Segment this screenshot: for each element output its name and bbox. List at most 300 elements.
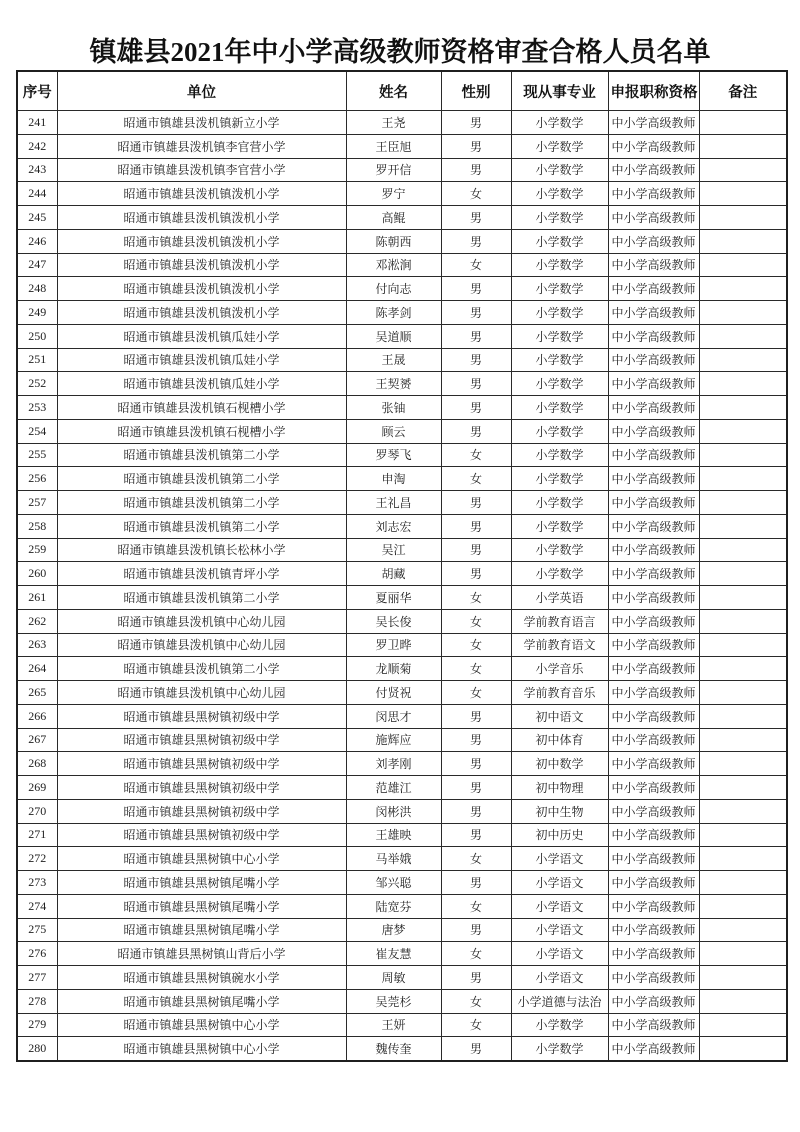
table-row bbox=[17, 633, 787, 657]
cell-serial-number: 274 bbox=[17, 894, 57, 918]
cell-gender: 女 bbox=[441, 942, 511, 966]
table-row bbox=[17, 586, 787, 610]
cell-unit: 昭通市镇雄县泼机镇青坪小学 bbox=[57, 562, 346, 586]
column-header: 序号 bbox=[17, 71, 57, 111]
cell-remarks bbox=[699, 372, 787, 396]
cell-unit: 昭通市镇雄县黑树镇山背后小学 bbox=[57, 942, 346, 966]
table-row bbox=[17, 491, 787, 515]
table-row bbox=[17, 443, 787, 467]
cell-serial-number: 269 bbox=[17, 776, 57, 800]
cell-name: 夏丽华 bbox=[346, 586, 441, 610]
cell-remarks bbox=[699, 538, 787, 562]
cell-unit: 昭通市镇雄县泼机镇李官营小学 bbox=[57, 158, 346, 182]
cell-major: 小学语文 bbox=[511, 918, 608, 942]
cell-declared-title: 中小学高级教师 bbox=[608, 847, 699, 871]
table-row bbox=[17, 277, 787, 301]
cell-gender: 男 bbox=[441, 776, 511, 800]
table-body bbox=[17, 111, 787, 1062]
cell-name: 吴道顺 bbox=[346, 324, 441, 348]
table-row bbox=[17, 894, 787, 918]
cell-gender: 女 bbox=[441, 253, 511, 277]
cell-declared-title: 中小学高级教师 bbox=[608, 253, 699, 277]
cell-major: 小学数学 bbox=[511, 419, 608, 443]
cell-remarks bbox=[699, 229, 787, 253]
cell-serial-number: 272 bbox=[17, 847, 57, 871]
cell-serial-number: 276 bbox=[17, 942, 57, 966]
cell-serial-number: 259 bbox=[17, 538, 57, 562]
cell-serial-number: 258 bbox=[17, 514, 57, 538]
cell-gender: 男 bbox=[441, 514, 511, 538]
cell-declared-title: 中小学高级教师 bbox=[608, 372, 699, 396]
page-title: 镇雄县2021年中小学高级教师资格审查合格人员名单 bbox=[89, 37, 711, 67]
cell-unit: 昭通市镇雄县泼机镇泼机小学 bbox=[57, 229, 346, 253]
cell-name: 王晟 bbox=[346, 348, 441, 372]
cell-gender: 男 bbox=[441, 396, 511, 420]
table-row bbox=[17, 158, 787, 182]
cell-declared-title: 中小学高级教师 bbox=[608, 491, 699, 515]
cell-unit: 昭通市镇雄县泼机镇泼机小学 bbox=[57, 301, 346, 325]
cell-serial-number: 267 bbox=[17, 728, 57, 752]
cell-major: 初中语文 bbox=[511, 704, 608, 728]
cell-name: 吴江 bbox=[346, 538, 441, 562]
cell-major: 小学数学 bbox=[511, 1037, 608, 1061]
cell-name: 陆宽芬 bbox=[346, 894, 441, 918]
cell-remarks bbox=[699, 396, 787, 420]
cell-remarks bbox=[699, 657, 787, 681]
cell-serial-number: 248 bbox=[17, 277, 57, 301]
cell-declared-title: 中小学高级教师 bbox=[608, 229, 699, 253]
cell-gender: 女 bbox=[441, 586, 511, 610]
cell-unit: 昭通市镇雄县黑树镇初级中学 bbox=[57, 776, 346, 800]
cell-gender: 女 bbox=[441, 894, 511, 918]
cell-declared-title: 中小学高级教师 bbox=[608, 301, 699, 325]
cell-gender: 女 bbox=[441, 681, 511, 705]
cell-major: 小学数学 bbox=[511, 372, 608, 396]
cell-serial-number: 260 bbox=[17, 562, 57, 586]
cell-major: 初中历史 bbox=[511, 823, 608, 847]
cell-name: 崔友慧 bbox=[346, 942, 441, 966]
column-header: 性别 bbox=[441, 71, 511, 111]
cell-remarks bbox=[699, 776, 787, 800]
table-row bbox=[17, 301, 787, 325]
cell-gender: 男 bbox=[441, 966, 511, 990]
table-header-row bbox=[17, 71, 787, 111]
table-row bbox=[17, 372, 787, 396]
cell-unit: 昭通市镇雄县黑树镇初级中学 bbox=[57, 704, 346, 728]
cell-gender: 女 bbox=[441, 633, 511, 657]
cell-gender: 男 bbox=[441, 111, 511, 135]
cell-unit: 昭通市镇雄县泼机镇泼机小学 bbox=[57, 253, 346, 277]
table-row bbox=[17, 609, 787, 633]
cell-remarks bbox=[699, 942, 787, 966]
cell-major: 学前教育语文 bbox=[511, 633, 608, 657]
cell-declared-title: 中小学高级教师 bbox=[608, 966, 699, 990]
cell-name: 范雄江 bbox=[346, 776, 441, 800]
cell-name: 高鲲 bbox=[346, 206, 441, 230]
cell-name: 唐梦 bbox=[346, 918, 441, 942]
cell-serial-number: 278 bbox=[17, 989, 57, 1013]
cell-unit: 昭通市镇雄县黑树镇初级中学 bbox=[57, 823, 346, 847]
cell-major: 学前教育语言 bbox=[511, 609, 608, 633]
cell-unit: 昭通市镇雄县泼机镇第二小学 bbox=[57, 491, 346, 515]
cell-serial-number: 266 bbox=[17, 704, 57, 728]
cell-gender: 男 bbox=[441, 372, 511, 396]
cell-remarks bbox=[699, 989, 787, 1013]
table-row bbox=[17, 989, 787, 1013]
cell-major: 小学语文 bbox=[511, 871, 608, 895]
table-row bbox=[17, 704, 787, 728]
table-row bbox=[17, 514, 787, 538]
column-header: 单位 bbox=[57, 71, 346, 111]
cell-declared-title: 中小学高级教师 bbox=[608, 799, 699, 823]
cell-major: 小学数学 bbox=[511, 491, 608, 515]
cell-gender: 男 bbox=[441, 799, 511, 823]
cell-serial-number: 280 bbox=[17, 1037, 57, 1061]
cell-serial-number: 263 bbox=[17, 633, 57, 657]
cell-declared-title: 中小学高级教师 bbox=[608, 894, 699, 918]
cell-major: 小学数学 bbox=[511, 1013, 608, 1037]
cell-name: 付向志 bbox=[346, 277, 441, 301]
cell-major: 初中体育 bbox=[511, 728, 608, 752]
cell-name: 王尧 bbox=[346, 111, 441, 135]
cell-serial-number: 279 bbox=[17, 1013, 57, 1037]
cell-remarks bbox=[699, 704, 787, 728]
cell-major: 小学数学 bbox=[511, 134, 608, 158]
cell-gender: 男 bbox=[441, 538, 511, 562]
cell-gender: 女 bbox=[441, 609, 511, 633]
cell-gender: 男 bbox=[441, 491, 511, 515]
cell-declared-title: 中小学高级教师 bbox=[608, 1013, 699, 1037]
cell-major: 小学英语 bbox=[511, 586, 608, 610]
cell-unit: 昭通市镇雄县泼机镇中心幼儿园 bbox=[57, 681, 346, 705]
cell-unit: 昭通市镇雄县泼机镇李官营小学 bbox=[57, 134, 346, 158]
cell-major: 小学语文 bbox=[511, 942, 608, 966]
cell-gender: 男 bbox=[441, 871, 511, 895]
cell-unit: 昭通市镇雄县黑树镇初级中学 bbox=[57, 799, 346, 823]
table-row bbox=[17, 1037, 787, 1061]
table-row bbox=[17, 562, 787, 586]
cell-remarks bbox=[699, 491, 787, 515]
table-header bbox=[17, 71, 787, 111]
cell-name: 王妍 bbox=[346, 1013, 441, 1037]
cell-name: 罗开信 bbox=[346, 158, 441, 182]
table-row bbox=[17, 823, 787, 847]
table-row bbox=[17, 419, 787, 443]
cell-remarks bbox=[699, 253, 787, 277]
cell-serial-number: 249 bbox=[17, 301, 57, 325]
table-row bbox=[17, 538, 787, 562]
cell-remarks bbox=[699, 609, 787, 633]
cell-remarks bbox=[699, 301, 787, 325]
cell-unit: 昭通市镇雄县黑树镇尾嘴小学 bbox=[57, 989, 346, 1013]
cell-remarks bbox=[699, 847, 787, 871]
cell-gender: 男 bbox=[441, 277, 511, 301]
cell-remarks bbox=[699, 467, 787, 491]
cell-name: 陈孝剑 bbox=[346, 301, 441, 325]
cell-declared-title: 中小学高级教师 bbox=[608, 443, 699, 467]
cell-name: 邓淞涧 bbox=[346, 253, 441, 277]
cell-serial-number: 255 bbox=[17, 443, 57, 467]
column-header: 姓名 bbox=[346, 71, 441, 111]
cell-serial-number: 252 bbox=[17, 372, 57, 396]
cell-serial-number: 244 bbox=[17, 182, 57, 206]
cell-serial-number: 265 bbox=[17, 681, 57, 705]
cell-declared-title: 中小学高级教师 bbox=[608, 776, 699, 800]
cell-serial-number: 261 bbox=[17, 586, 57, 610]
cell-declared-title: 中小学高级教师 bbox=[608, 657, 699, 681]
cell-name: 王臣旭 bbox=[346, 134, 441, 158]
table-row bbox=[17, 229, 787, 253]
cell-major: 小学数学 bbox=[511, 396, 608, 420]
cell-name: 王礼昌 bbox=[346, 491, 441, 515]
cell-name: 罗卫晔 bbox=[346, 633, 441, 657]
cell-unit: 昭通市镇雄县泼机镇中心幼儿园 bbox=[57, 633, 346, 657]
cell-declared-title: 中小学高级教师 bbox=[608, 467, 699, 491]
cell-major: 小学数学 bbox=[511, 514, 608, 538]
table-row bbox=[17, 657, 787, 681]
cell-unit: 昭通市镇雄县黑树镇尾嘴小学 bbox=[57, 871, 346, 895]
cell-remarks bbox=[699, 1013, 787, 1037]
cell-remarks bbox=[699, 752, 787, 776]
cell-unit: 昭通市镇雄县黑树镇初级中学 bbox=[57, 728, 346, 752]
cell-serial-number: 253 bbox=[17, 396, 57, 420]
cell-unit: 昭通市镇雄县泼机镇第二小学 bbox=[57, 467, 346, 491]
cell-declared-title: 中小学高级教师 bbox=[608, 324, 699, 348]
cell-name: 周敏 bbox=[346, 966, 441, 990]
cell-major: 小学数学 bbox=[511, 301, 608, 325]
cell-serial-number: 243 bbox=[17, 158, 57, 182]
cell-serial-number: 270 bbox=[17, 799, 57, 823]
table-row bbox=[17, 396, 787, 420]
cell-name: 陈朝西 bbox=[346, 229, 441, 253]
cell-remarks bbox=[699, 1037, 787, 1061]
cell-remarks bbox=[699, 158, 787, 182]
cell-remarks bbox=[699, 206, 787, 230]
cell-name: 刘孝刚 bbox=[346, 752, 441, 776]
cell-serial-number: 250 bbox=[17, 324, 57, 348]
cell-declared-title: 中小学高级教师 bbox=[608, 419, 699, 443]
cell-major: 初中物理 bbox=[511, 776, 608, 800]
cell-remarks bbox=[699, 277, 787, 301]
cell-unit: 昭通市镇雄县黑树镇中心小学 bbox=[57, 1013, 346, 1037]
cell-serial-number: 275 bbox=[17, 918, 57, 942]
cell-gender: 女 bbox=[441, 467, 511, 491]
cell-unit: 昭通市镇雄县泼机镇石枧槽小学 bbox=[57, 419, 346, 443]
table-row bbox=[17, 966, 787, 990]
cell-major: 初中数学 bbox=[511, 752, 608, 776]
cell-declared-title: 中小学高级教师 bbox=[608, 206, 699, 230]
cell-name: 胡藏 bbox=[346, 562, 441, 586]
cell-unit: 昭通市镇雄县黑树镇尾嘴小学 bbox=[57, 918, 346, 942]
cell-declared-title: 中小学高级教师 bbox=[608, 134, 699, 158]
cell-major: 小学数学 bbox=[511, 348, 608, 372]
table-row bbox=[17, 847, 787, 871]
cell-major: 初中生物 bbox=[511, 799, 608, 823]
cell-name: 付贤祝 bbox=[346, 681, 441, 705]
cell-name: 张铀 bbox=[346, 396, 441, 420]
cell-remarks bbox=[699, 871, 787, 895]
table-row bbox=[17, 182, 787, 206]
cell-declared-title: 中小学高级教师 bbox=[608, 277, 699, 301]
column-header: 申报职称资格 bbox=[608, 71, 699, 111]
cell-declared-title: 中小学高级教师 bbox=[608, 1037, 699, 1061]
cell-unit: 昭通市镇雄县黑树镇中心小学 bbox=[57, 847, 346, 871]
cell-declared-title: 中小学高级教师 bbox=[608, 396, 699, 420]
cell-name: 刘志宏 bbox=[346, 514, 441, 538]
cell-declared-title: 中小学高级教师 bbox=[608, 681, 699, 705]
cell-remarks bbox=[699, 182, 787, 206]
cell-major: 小学音乐 bbox=[511, 657, 608, 681]
cell-major: 小学数学 bbox=[511, 467, 608, 491]
cell-name: 吴长俊 bbox=[346, 609, 441, 633]
cell-unit: 昭通市镇雄县泼机镇瓜娃小学 bbox=[57, 324, 346, 348]
cell-serial-number: 262 bbox=[17, 609, 57, 633]
cell-declared-title: 中小学高级教师 bbox=[608, 704, 699, 728]
cell-gender: 男 bbox=[441, 918, 511, 942]
cell-serial-number: 271 bbox=[17, 823, 57, 847]
cell-gender: 男 bbox=[441, 562, 511, 586]
table-row bbox=[17, 776, 787, 800]
cell-major: 小学数学 bbox=[511, 538, 608, 562]
cell-major: 小学数学 bbox=[511, 111, 608, 135]
cell-declared-title: 中小学高级教师 bbox=[608, 158, 699, 182]
cell-gender: 男 bbox=[441, 134, 511, 158]
cell-remarks bbox=[699, 111, 787, 135]
cell-unit: 昭通市镇雄县泼机镇泼机小学 bbox=[57, 277, 346, 301]
table-row bbox=[17, 324, 787, 348]
cell-unit: 昭通市镇雄县泼机镇中心幼儿园 bbox=[57, 609, 346, 633]
cell-major: 小学数学 bbox=[511, 206, 608, 230]
cell-major: 小学道德与法治 bbox=[511, 989, 608, 1013]
cell-remarks bbox=[699, 324, 787, 348]
cell-remarks bbox=[699, 633, 787, 657]
cell-unit: 昭通市镇雄县黑树镇初级中学 bbox=[57, 752, 346, 776]
cell-serial-number: 264 bbox=[17, 657, 57, 681]
cell-gender: 男 bbox=[441, 728, 511, 752]
table-row bbox=[17, 942, 787, 966]
cell-unit: 昭通市镇雄县黑树镇中心小学 bbox=[57, 1037, 346, 1061]
cell-unit: 昭通市镇雄县泼机镇瓜娃小学 bbox=[57, 348, 346, 372]
table-row bbox=[17, 728, 787, 752]
cell-serial-number: 245 bbox=[17, 206, 57, 230]
cell-remarks bbox=[699, 894, 787, 918]
cell-unit: 昭通市镇雄县泼机镇长松林小学 bbox=[57, 538, 346, 562]
cell-name: 马举娥 bbox=[346, 847, 441, 871]
cell-declared-title: 中小学高级教师 bbox=[608, 633, 699, 657]
cell-major: 小学语文 bbox=[511, 966, 608, 990]
cell-remarks bbox=[699, 728, 787, 752]
cell-serial-number: 247 bbox=[17, 253, 57, 277]
cell-declared-title: 中小学高级教师 bbox=[608, 182, 699, 206]
cell-gender: 男 bbox=[441, 704, 511, 728]
cell-major: 小学数学 bbox=[511, 253, 608, 277]
cell-unit: 昭通市镇雄县黑树镇碗水小学 bbox=[57, 966, 346, 990]
cell-declared-title: 中小学高级教师 bbox=[608, 111, 699, 135]
cell-unit: 昭通市镇雄县泼机镇第二小学 bbox=[57, 586, 346, 610]
cell-name: 罗琴飞 bbox=[346, 443, 441, 467]
cell-name: 闵思才 bbox=[346, 704, 441, 728]
table-row bbox=[17, 348, 787, 372]
table-row bbox=[17, 918, 787, 942]
cell-name: 吴莞杉 bbox=[346, 989, 441, 1013]
cell-remarks bbox=[699, 799, 787, 823]
cell-unit: 昭通市镇雄县泼机镇第二小学 bbox=[57, 443, 346, 467]
table-row bbox=[17, 253, 787, 277]
cell-gender: 女 bbox=[441, 989, 511, 1013]
cell-gender: 男 bbox=[441, 158, 511, 182]
cell-name: 王契赟 bbox=[346, 372, 441, 396]
cell-major: 小学数学 bbox=[511, 443, 608, 467]
cell-serial-number: 241 bbox=[17, 111, 57, 135]
cell-serial-number: 257 bbox=[17, 491, 57, 515]
cell-remarks bbox=[699, 443, 787, 467]
cell-unit: 昭通市镇雄县泼机镇泼机小学 bbox=[57, 182, 346, 206]
table-row bbox=[17, 467, 787, 491]
cell-declared-title: 中小学高级教师 bbox=[608, 871, 699, 895]
cell-remarks bbox=[699, 419, 787, 443]
table-row bbox=[17, 111, 787, 135]
cell-gender: 男 bbox=[441, 823, 511, 847]
cell-serial-number: 277 bbox=[17, 966, 57, 990]
cell-remarks bbox=[699, 562, 787, 586]
table-row bbox=[17, 799, 787, 823]
cell-serial-number: 256 bbox=[17, 467, 57, 491]
cell-serial-number: 268 bbox=[17, 752, 57, 776]
cell-serial-number: 254 bbox=[17, 419, 57, 443]
table-row bbox=[17, 206, 787, 230]
cell-serial-number: 242 bbox=[17, 134, 57, 158]
cell-remarks bbox=[699, 966, 787, 990]
cell-unit: 昭通市镇雄县泼机镇第二小学 bbox=[57, 514, 346, 538]
cell-gender: 男 bbox=[441, 229, 511, 253]
cell-declared-title: 中小学高级教师 bbox=[608, 609, 699, 633]
cell-remarks bbox=[699, 134, 787, 158]
cell-gender: 男 bbox=[441, 1037, 511, 1061]
cell-declared-title: 中小学高级教师 bbox=[608, 348, 699, 372]
cell-serial-number: 251 bbox=[17, 348, 57, 372]
cell-gender: 女 bbox=[441, 657, 511, 681]
cell-gender: 男 bbox=[441, 348, 511, 372]
cell-remarks bbox=[699, 823, 787, 847]
table-row bbox=[17, 134, 787, 158]
cell-serial-number: 273 bbox=[17, 871, 57, 895]
cell-name: 罗宁 bbox=[346, 182, 441, 206]
cell-name: 施辉应 bbox=[346, 728, 441, 752]
cell-name: 闵彬洪 bbox=[346, 799, 441, 823]
cell-gender: 女 bbox=[441, 182, 511, 206]
cell-gender: 男 bbox=[441, 752, 511, 776]
cell-name: 龙顺菊 bbox=[346, 657, 441, 681]
cell-major: 小学数学 bbox=[511, 277, 608, 301]
table-row bbox=[17, 871, 787, 895]
cell-unit: 昭通市镇雄县泼机镇泼机小学 bbox=[57, 206, 346, 230]
cell-declared-title: 中小学高级教师 bbox=[608, 538, 699, 562]
cell-declared-title: 中小学高级教师 bbox=[608, 586, 699, 610]
table-row bbox=[17, 681, 787, 705]
cell-remarks bbox=[699, 918, 787, 942]
cell-major: 小学数学 bbox=[511, 324, 608, 348]
cell-declared-title: 中小学高级教师 bbox=[608, 989, 699, 1013]
cell-unit: 昭通市镇雄县泼机镇石枧槽小学 bbox=[57, 396, 346, 420]
cell-gender: 男 bbox=[441, 206, 511, 230]
cell-gender: 男 bbox=[441, 324, 511, 348]
cell-remarks bbox=[699, 586, 787, 610]
cell-unit: 昭通市镇雄县泼机镇新立小学 bbox=[57, 111, 346, 135]
cell-remarks bbox=[699, 514, 787, 538]
cell-declared-title: 中小学高级教师 bbox=[608, 514, 699, 538]
cell-declared-title: 中小学高级教师 bbox=[608, 562, 699, 586]
cell-major: 小学语文 bbox=[511, 847, 608, 871]
